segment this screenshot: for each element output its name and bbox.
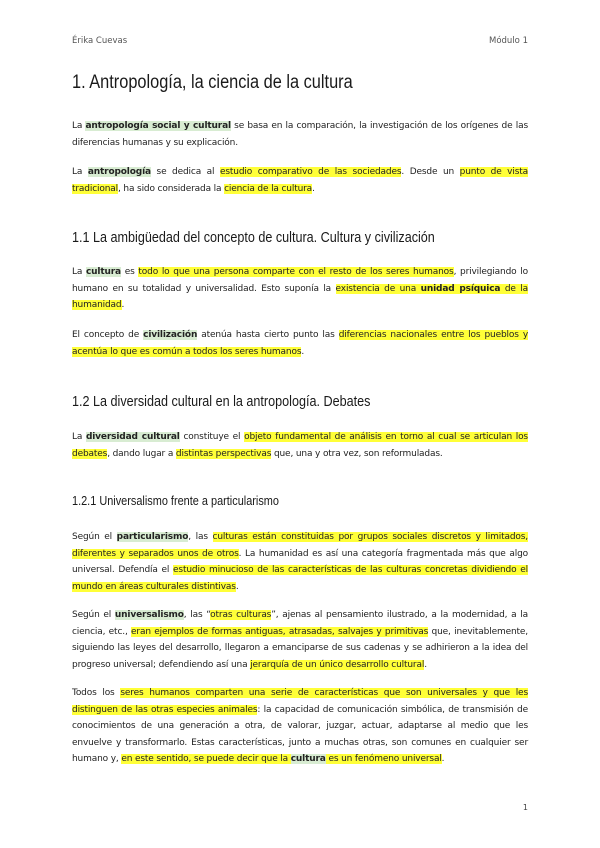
text-run: . La humanidad es así una categoría fragmentada más que algo universal. Defendía el	[72, 548, 528, 575]
section-1-1-paragraph-1	[72, 264, 528, 314]
key-term: cultura	[85, 267, 121, 277]
highlighted-text: ciencia de la cultura	[224, 183, 313, 194]
text-run: que, inevitablemente, siguiendo las leyes del desarrollo, llegaron a emanciparse de sus cadenas y se adhirieron a la idea del progreso universal; defendiendo así una	[72, 626, 528, 670]
intro-paragraph-2	[72, 164, 528, 197]
highlighted-text: estudio comparativo de las sociedades	[219, 167, 402, 177]
text-run: .	[301, 346, 305, 357]
text-run: .	[424, 659, 427, 670]
highlighted-text: culturas están constituidas por grupos sociales discretos y limitados, diferentes y separados unos de otros	[72, 532, 529, 559]
text-run: La	[72, 432, 86, 442]
text-run: .	[312, 183, 315, 194]
text-run: El concepto de	[72, 330, 144, 340]
key-term: particularismo	[116, 532, 189, 542]
text-run: : la capacidad de comunicación simbólica, de transmisión de conocimientos de una generación a otra, de valorar, juzgar, actuar, adaptarse al medio que les envuelve y transformarlo. Estas características, junto a muchas otras, son comunes en cualquier ser humano y,	[72, 704, 528, 764]
page-number: 1	[522, 803, 528, 812]
highlighted-text: existencia de una	[335, 283, 421, 294]
text-run: , ha sido considerada la	[117, 183, 225, 194]
highlighted-text: eran ejemplos de formas antiguas, atrasadas, salvajes y primitivas	[131, 626, 429, 637]
text-run: se dedica al	[150, 167, 220, 177]
page-title: 1. Antropología, la ciencia de la cultura	[72, 72, 353, 93]
key-term: antropología social y cultural	[85, 121, 231, 131]
text-run: que, una y otra vez, son reformuladas.	[271, 448, 443, 459]
text-run: , las	[188, 532, 213, 542]
text-run: La	[72, 267, 86, 277]
header-module: Módulo 1	[489, 36, 528, 46]
highlighted-text: otras culturas	[210, 610, 272, 620]
highlighted-text: diferencias nacionales entre los pueblos y acentúa lo que es común a todos los seres humanos	[72, 330, 528, 357]
section-1-2-1-paragraph-1	[72, 529, 528, 595]
text-run: . Desde un	[401, 167, 460, 177]
intro-paragraph-1	[72, 118, 528, 151]
highlighted-text: punto de vista tradicional	[72, 167, 528, 194]
highlighted-text: distintas perspectivas	[175, 448, 272, 459]
text-run: .	[441, 754, 445, 764]
key-term: universalismo	[114, 610, 184, 620]
section-1-2-1-paragraph-2	[72, 607, 528, 673]
text-run: constituye el	[179, 432, 245, 442]
section-1-1-heading: 1.1 La ambigüedad del concepto de cultura. Cultura y civilización	[72, 229, 435, 246]
section-1-2-1-paragraph-3	[72, 685, 528, 768]
text-run: es	[120, 267, 139, 277]
text-run: atenúa hasta cierto punto las	[197, 330, 339, 340]
highlighted-text: seres humanos comparten una serie de características que son universales y que les distinguen de las otras especies animales	[72, 688, 528, 715]
key-term: diversidad cultural	[85, 432, 180, 442]
text-run: Según el	[72, 610, 115, 620]
text-run: La	[72, 121, 86, 131]
highlighted-text: de la humanidad	[72, 283, 529, 310]
text-run: .	[121, 300, 125, 310]
highlighted-text: en este sentido, se puede decir que la	[121, 754, 291, 764]
text-run: , dando lugar a	[107, 448, 176, 459]
text-run: , privilegiando lo humano en su totalidad y universalidad. Esto suponía la	[72, 267, 528, 294]
text-run: La	[72, 167, 88, 177]
key-term: cultura	[290, 754, 326, 764]
highlighted-text: todo lo que una persona comparte con el resto de los seres humanos	[138, 267, 454, 277]
section-1-2-1-heading: 1.2.1 Universalismo frente a particularismo	[72, 493, 279, 508]
highlighted-text: es un fenómeno universal	[325, 754, 442, 764]
text-run: se basa en la comparación, la investigación de los orígenes de las diferencias humanas y su explicación.	[72, 121, 528, 148]
section-1-2-heading: 1.2 La diversidad cultural en la antropología. Debates	[72, 393, 371, 410]
key-term: antropología	[87, 167, 151, 177]
text-run: Todos los	[72, 688, 121, 698]
highlighted-key-term: unidad psíquica	[420, 283, 501, 294]
text-run: ”, ajenas al pensamiento ilustrado, a la modernidad, a la ciencia, etc.,	[72, 610, 529, 637]
text-run: , las “	[183, 610, 211, 620]
highlighted-text: estudio minucioso de las características de las culturas concretas dividiendo el mundo en áreas culturales distintivas	[72, 565, 528, 592]
header-author: Érika Cuevas	[72, 36, 128, 46]
section-1-2-paragraph-1	[72, 429, 528, 462]
highlighted-text: objeto fundamental de análisis en torno al cual se articulan los debates	[72, 432, 528, 459]
text-run: Según el	[72, 532, 117, 542]
section-1-1-paragraph-2	[72, 327, 528, 360]
highlighted-text: jerarquía de un único desarrollo cultural	[250, 659, 425, 670]
key-term: civilización	[143, 330, 198, 340]
text-run: .	[235, 581, 239, 592]
